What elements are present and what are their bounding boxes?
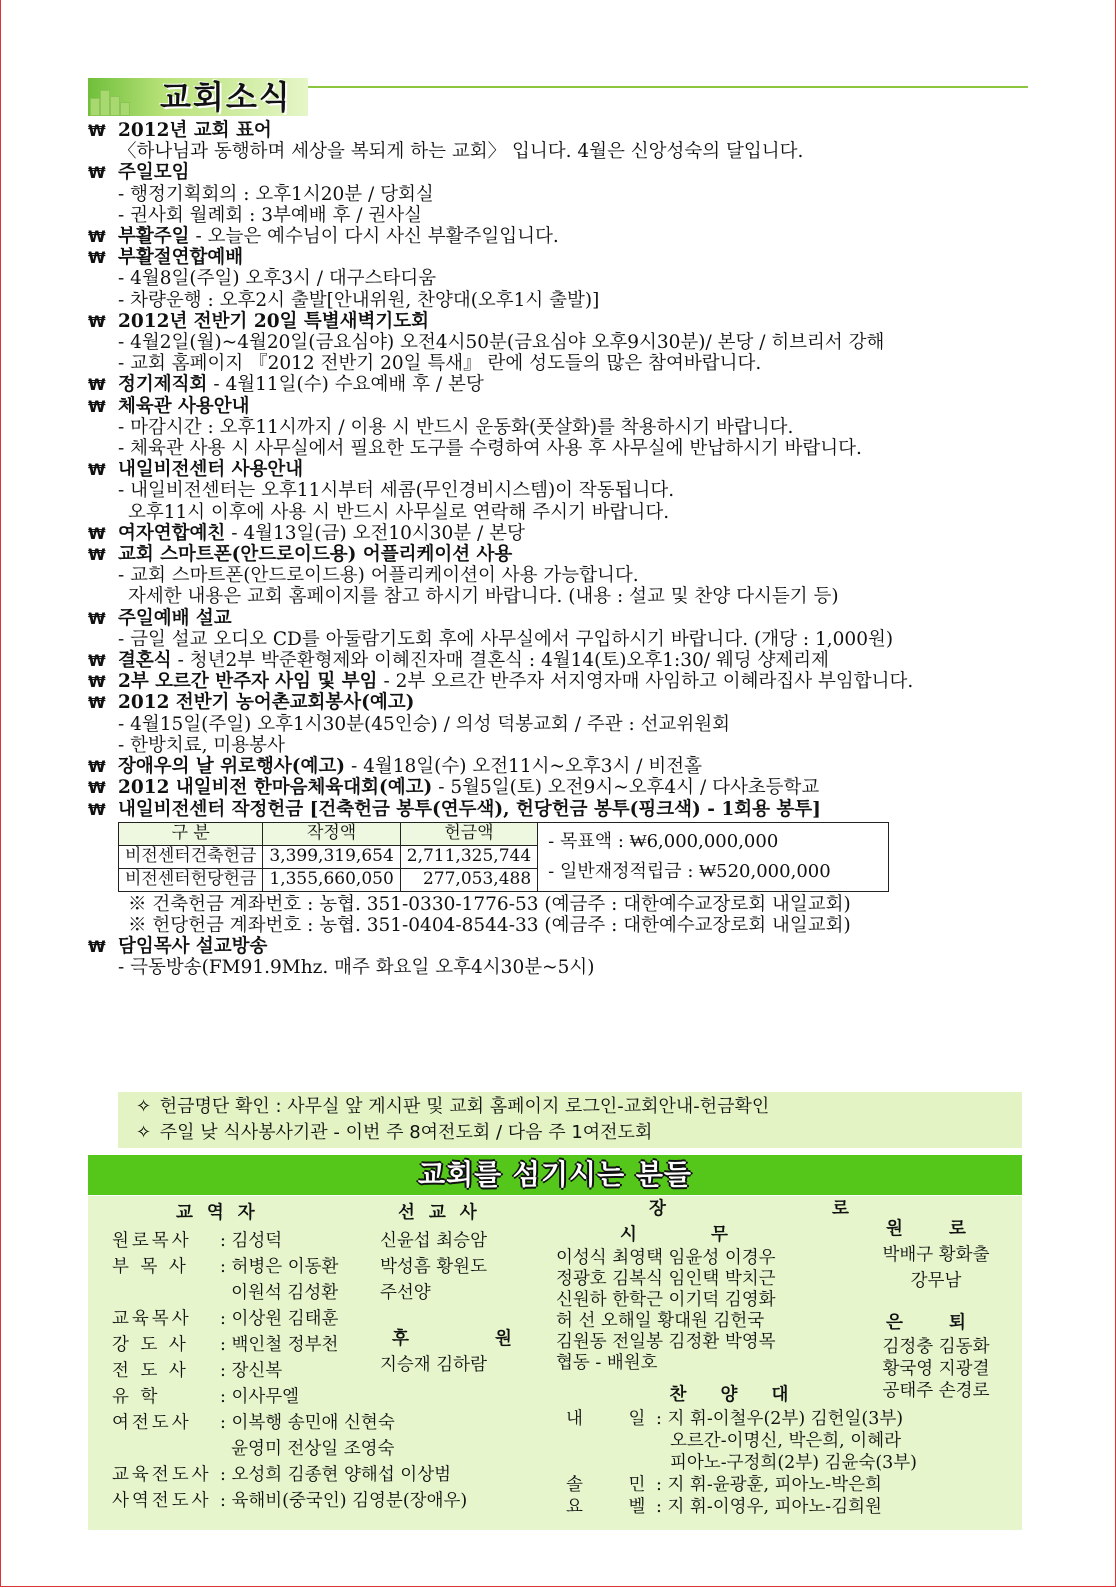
bullet-icon: ₩ bbox=[88, 227, 106, 247]
news-item-line: - 마감시간 : 오후11시까지 / 이용 시 반드시 운동화(풋살화)를 착용하시기 바랍니다. bbox=[118, 416, 794, 438]
bullet-icon: ₩ bbox=[88, 460, 106, 480]
minister-names: 오성희 김종현 양해섭 이상범 bbox=[231, 1465, 452, 1485]
active-line: 김원동 전일봉 김정환 박영목 bbox=[556, 1332, 776, 1352]
minister-names: 장신복 bbox=[231, 1361, 283, 1381]
news-item-title: 내일비전센터 사용안내 bbox=[118, 459, 304, 481]
news-item-head bbox=[88, 608, 1028, 629]
news-item-title: 주일모임 bbox=[118, 162, 190, 184]
colon: : bbox=[220, 1231, 232, 1251]
news-item-head bbox=[88, 936, 1028, 957]
news-item-title: 부활절연합예배 bbox=[118, 247, 244, 269]
minister-row bbox=[112, 1436, 467, 1462]
account-notes bbox=[88, 894, 1028, 936]
news-item-inline: - 4월11일(수) 수요예배 후 / 본당 bbox=[213, 374, 484, 396]
news-item bbox=[88, 396, 1028, 460]
bullet-icon: ₩ bbox=[88, 375, 106, 395]
bullet-icon: ₩ bbox=[88, 799, 106, 819]
active-line: 신원하 한학근 이기덕 김영화 bbox=[556, 1290, 776, 1310]
news-item-line: 자세한 내용은 교회 홈페이지를 참고 하시기 바랍니다. (내용 : 설교 및 찬양 다시듣기 등) bbox=[128, 586, 839, 608]
news-header bbox=[88, 70, 1028, 118]
offering-summary bbox=[538, 822, 889, 892]
minister-names: 육해비(중국인) 김영분(장애우) bbox=[231, 1491, 468, 1511]
news-item-line: 오후11시 이후에 사용 시 반드시 사무실로 연락해 주시기 바랍니다. bbox=[128, 501, 670, 523]
news-item bbox=[88, 120, 1028, 162]
minister-role: 유 학 bbox=[112, 1387, 161, 1407]
minister-row bbox=[112, 1410, 467, 1436]
news-item bbox=[88, 777, 1028, 798]
diamond-icon: ✧ bbox=[136, 1122, 152, 1143]
bullet-icon: ₩ bbox=[88, 121, 106, 140]
table-header: 헌금액 bbox=[400, 822, 537, 845]
ministers-title: 교역자 bbox=[176, 1203, 269, 1223]
minister-role: 교육목사 bbox=[112, 1309, 192, 1329]
minister-names: 백인철 정부천 bbox=[231, 1335, 339, 1355]
servers-title: 교회를 섬기시는 분들 bbox=[88, 1155, 1022, 1195]
news-item bbox=[88, 162, 1028, 226]
news-item-line: - 금일 설교 오디오 CD를 아둘람기도회 후에 사무실에서 구입하시기 바랍니다. (개당 : 1,000원) bbox=[118, 628, 894, 650]
news-item-title: 주일예배 설교 bbox=[118, 607, 232, 629]
account-note: ※ 건축헌금 계좌번호 : 농협. 351-0330-1776-53 (예금주 : 대한예수교장로회 내일교회) bbox=[128, 893, 851, 915]
active-line: 이성식 최영택 임윤성 이경우 bbox=[556, 1248, 776, 1268]
emeritus-title: 원 로 bbox=[886, 1219, 986, 1239]
bullet-icon: ₩ bbox=[88, 608, 106, 628]
choir-text: : 지 휘-이영우, 피아노-김희원 bbox=[656, 1497, 882, 1517]
minister-row bbox=[112, 1488, 467, 1514]
notice-line: ✧ 헌금명단 확인 : 사무실 앞 게시판 및 교회 홈페이지 로그인-교회안내-헌금확인 bbox=[136, 1094, 1022, 1120]
building-icon bbox=[90, 90, 146, 116]
section-title: 교회소식 bbox=[160, 78, 292, 116]
active-line: 정광호 김복식 임인택 박치근 bbox=[556, 1269, 776, 1289]
supporters-title: 후 원 bbox=[392, 1329, 552, 1349]
table-cell-given: 2,711,325,744 bbox=[400, 845, 537, 868]
minister-role: 여전도사 bbox=[112, 1413, 192, 1433]
table-cell-pledged: 3,399,319,654 bbox=[263, 845, 400, 868]
news-item-head bbox=[88, 799, 1028, 820]
minister-names: 윤영미 전상일 조영숙 bbox=[231, 1439, 395, 1459]
choir-title: 찬 양 대 bbox=[669, 1385, 803, 1405]
news-item-head bbox=[88, 120, 1028, 141]
news-item-line: - 교회 홈페이지 『2012 전반기 20일 특새』 란에 성도들의 많은 참여바랍니다. bbox=[118, 353, 762, 375]
account-note: ※ 헌당헌금 계좌번호 : 농협. 351-0404-8544-33 (예금주 : 대한예수교장로회 내일교회) bbox=[128, 914, 851, 936]
bullet-icon: ₩ bbox=[88, 163, 106, 183]
colon: : bbox=[220, 1309, 232, 1329]
news-item-head bbox=[88, 671, 1028, 692]
colon: : bbox=[220, 1257, 232, 1277]
news-item-head bbox=[88, 523, 1028, 544]
news-item bbox=[88, 650, 1028, 671]
news-item-head bbox=[88, 692, 1028, 713]
minister-role: 전 도 사 bbox=[112, 1361, 189, 1381]
choir-text: : 지 휘-이철우(2부) 김헌일(3부) bbox=[656, 1409, 904, 1429]
minister-role: 부 목 사 bbox=[112, 1257, 189, 1277]
missionary-line: 신윤섭 최승암 bbox=[380, 1231, 487, 1251]
choir-text: 오르간-이명신, 박은희, 이혜라 bbox=[670, 1431, 902, 1451]
news-item bbox=[88, 247, 1028, 311]
elders-title: 장 로 bbox=[649, 1199, 929, 1219]
news-item bbox=[88, 671, 1028, 692]
active-elders-title: 시 무 bbox=[620, 1225, 762, 1245]
servers-panel bbox=[88, 1196, 1022, 1530]
table-header-row bbox=[119, 822, 538, 845]
news-item-title: 내일비전센터 작정헌금 [건축헌금 봉투(연두색), 헌당헌금 봉투(핑크색) - 1회용 봉투] bbox=[118, 798, 821, 820]
news-item-inline: - 5월5일(토) 오전9시~오후4시 / 다사초등학교 bbox=[438, 777, 820, 799]
news-item-line: - 행정기획회의 : 오후1시20분 / 당회실 bbox=[118, 183, 434, 205]
choir-label: 요 벨 bbox=[566, 1497, 666, 1517]
minister-names: 이원석 김성환 bbox=[231, 1283, 339, 1303]
offering-table-wrap bbox=[118, 822, 1028, 892]
news-item-line: - 극동방송(FM91.9Mhz. 매주 화요일 오후4시30분~5시) bbox=[118, 957, 595, 979]
choir-row bbox=[566, 1474, 1006, 1496]
news-item-title: 2부 오르간 반주자 사임 및 부임 bbox=[118, 671, 378, 693]
news-item-line: - 체육관 사용 시 사무실에서 필요한 도구를 수령하여 사용 후 사무실에 반납하시기 바랍니다. bbox=[118, 438, 862, 460]
bullet-icon: ₩ bbox=[88, 693, 106, 713]
missionaries-column bbox=[380, 1200, 552, 1378]
choir-row bbox=[566, 1496, 1006, 1518]
news-item-title: 장애우의 날 위로행사(예고) bbox=[118, 756, 345, 778]
minister-names: 이사무엘 bbox=[231, 1387, 300, 1407]
news-item-inline: - 청년2부 박준환형제와 이혜진자매 결혼식 : 4월14(토)오후1:30/ 웨딩 샹제리제 bbox=[177, 650, 829, 672]
minister-role: 원로목사 bbox=[112, 1231, 192, 1251]
news-item bbox=[88, 459, 1028, 523]
elders-column bbox=[556, 1196, 1022, 1517]
news-item-inline: - 4월13일(금) 오전10시30분 / 본당 bbox=[231, 522, 525, 544]
minister-role: 사역전도사 bbox=[112, 1491, 212, 1511]
choir-row bbox=[566, 1408, 1006, 1430]
news-item-head bbox=[88, 650, 1028, 671]
bullet-icon: ₩ bbox=[88, 651, 106, 671]
active-line: 협동 - 배원호 bbox=[556, 1353, 658, 1373]
news-item-head bbox=[88, 459, 1028, 480]
bullet-icon: ₩ bbox=[88, 545, 106, 565]
missionary-line: 박성흠 황원도 bbox=[380, 1257, 487, 1277]
news-item-head bbox=[88, 162, 1028, 183]
minister-role: 교육전도사 bbox=[112, 1465, 212, 1485]
reserve-amount: - 일반재정적립금 : ₩520,000,000 bbox=[548, 860, 831, 882]
news-item bbox=[88, 226, 1028, 247]
news-item-title: 부활주일 bbox=[118, 226, 190, 248]
bullet-icon: ₩ bbox=[88, 672, 106, 692]
news-item bbox=[88, 544, 1028, 608]
minister-names: 김성덕 bbox=[231, 1231, 283, 1251]
colon: : bbox=[220, 1465, 232, 1485]
news-item-line: - 4월15일(주일) 오후1시30분(45인승) / 의성 덕봉교회 / 주관 : 선교위원회 bbox=[118, 713, 730, 735]
colon: : bbox=[220, 1413, 232, 1433]
notice-box bbox=[118, 1092, 1022, 1148]
minister-role: 강 도 사 bbox=[112, 1335, 189, 1355]
news-item-head bbox=[88, 396, 1028, 417]
news-item-title: 여자연합예친 bbox=[118, 522, 226, 544]
table-cell-name: 비전센터건축헌금 bbox=[119, 845, 263, 868]
news-list bbox=[88, 120, 1028, 979]
minister-row bbox=[112, 1462, 467, 1488]
choir-row bbox=[566, 1452, 1006, 1474]
news-item-line: - 차량운행 : 오후2시 출발[안내위원, 찬양대(오후1시 출발)] bbox=[118, 289, 600, 311]
news-item-line: - 4월8일(주일) 오후3시 / 대구스타디움 bbox=[118, 268, 437, 290]
choir-label: 내 일 bbox=[566, 1409, 666, 1429]
table-header: 구 분 bbox=[119, 822, 263, 845]
news-item-head bbox=[88, 374, 1028, 395]
bullet-icon: ₩ bbox=[88, 937, 106, 957]
news-item-head bbox=[88, 756, 1028, 777]
choir-text: 피아노-구정희(2부) 김윤숙(3부) bbox=[670, 1453, 918, 1473]
news-item bbox=[88, 311, 1028, 375]
news-item bbox=[88, 374, 1028, 395]
emeritus-line: 박배구 황화출 bbox=[882, 1245, 990, 1265]
bullet-icon: ₩ bbox=[88, 311, 106, 331]
emeritus-line: 강무남 bbox=[910, 1271, 962, 1291]
retired-line: 공태주 손경로 bbox=[882, 1381, 990, 1401]
news-item-title: 2012 내일비전 한마음체육대회(예고) bbox=[118, 777, 433, 799]
missionaries-title: 선교사 bbox=[398, 1203, 491, 1223]
news-item-title: 2012년 교회 표어 bbox=[118, 120, 272, 141]
news-item-line: - 내일비전센터는 오후11시부터 세콤(무인경비시스템)이 작동됩니다. bbox=[118, 480, 675, 502]
minister-row bbox=[112, 1384, 467, 1410]
news-item-head bbox=[88, 311, 1028, 332]
table-row bbox=[119, 868, 538, 891]
news-item-title: 체육관 사용안내 bbox=[118, 395, 250, 417]
bullet-icon: ₩ bbox=[88, 248, 106, 268]
bullet-icon: ₩ bbox=[88, 523, 106, 543]
target-amount: - 목표액 : ₩6,000,000,000 bbox=[548, 830, 779, 852]
minister-names: 이상원 김태훈 bbox=[231, 1309, 339, 1329]
news-item bbox=[88, 756, 1028, 777]
bullet-icon: ₩ bbox=[88, 396, 106, 416]
news-item bbox=[88, 936, 1028, 978]
news-item-title: 정기제직회 bbox=[118, 374, 208, 396]
news-item-title: 2012 전반기 농어촌교회봉사(예고) bbox=[118, 692, 415, 714]
diamond-icon: ✧ bbox=[136, 1096, 152, 1117]
retired-line: 황국영 지광결 bbox=[882, 1359, 990, 1379]
news-item-line: - 교회 스마트폰(안드로이드용) 어플리케이션이 사용 가능합니다. bbox=[118, 565, 639, 587]
news-item-line: 〈하나님과 동행하며 세상을 복되게 하는 교회〉 입니다. 4월은 신앙성숙의 달입니다. bbox=[118, 141, 804, 163]
table-cell-given: 277,053,488 bbox=[400, 868, 537, 891]
offering-table bbox=[118, 822, 538, 892]
news-item-line: - 한방치료, 미용봉사 bbox=[118, 734, 285, 756]
minister-names: 이복행 송민애 신현숙 bbox=[231, 1413, 395, 1433]
news-item-inline: - 2부 오르간 반주자 서지영자매 사임하고 이혜라집사 부임합니다. bbox=[383, 671, 914, 693]
retired-title: 은 퇴 bbox=[886, 1313, 986, 1333]
table-header: 작정액 bbox=[263, 822, 400, 845]
table-row bbox=[119, 845, 538, 868]
news-item-title: 교회 스마트폰(안드로이드용) 어플리케이션 사용 bbox=[118, 544, 513, 566]
news-item-head bbox=[88, 777, 1028, 798]
colon: : bbox=[220, 1361, 232, 1381]
bullet-icon: ₩ bbox=[88, 778, 106, 798]
news-item-line: - 4월2일(월)~4월20일(금요심야) 오전4시50분(금요심야 오후9시30분)/ 본당 / 히브리서 강해 bbox=[118, 332, 885, 354]
choir-text: : 지 휘-윤광훈, 피아노-박은희 bbox=[656, 1475, 882, 1495]
colon: : bbox=[220, 1491, 232, 1511]
news-item-title: 담임목사 설교방송 bbox=[118, 936, 268, 958]
news-item-inline: - 4월18일(수) 오전11시~오후3시 / 비전홀 bbox=[350, 756, 703, 778]
colon: : bbox=[220, 1387, 232, 1407]
header-rule bbox=[308, 86, 1028, 88]
missionary-line: 주선양 bbox=[380, 1283, 431, 1303]
colon bbox=[220, 1283, 231, 1303]
table-cell-name: 비전센터헌당헌금 bbox=[119, 868, 263, 891]
retired-line: 김정충 김동화 bbox=[882, 1337, 990, 1357]
news-item-title: 결혼식 bbox=[118, 650, 172, 672]
table-cell-pledged: 1,355,660,050 bbox=[263, 868, 400, 891]
news-item-line: - 권사회 월례회 : 3부예배 후 / 권사실 bbox=[118, 204, 422, 226]
active-line: 허 선 오해일 황대원 김헌국 bbox=[556, 1311, 765, 1331]
colon bbox=[220, 1439, 231, 1459]
news-item-head bbox=[88, 226, 1028, 247]
news-item-head bbox=[88, 544, 1028, 565]
bullet-icon: ₩ bbox=[88, 757, 106, 777]
news-item bbox=[88, 608, 1028, 650]
news-item-title: 2012년 전반기 20일 특별새벽기도회 bbox=[118, 310, 430, 332]
news-item bbox=[88, 799, 1028, 820]
choir-row bbox=[566, 1430, 1006, 1452]
notice-line: ✧ 주일 낮 식사봉사기관 - 이번 주 8여전도회 / 다음 주 1여전도회 bbox=[136, 1120, 1022, 1146]
news-item bbox=[88, 523, 1028, 544]
news-item-head bbox=[88, 247, 1028, 268]
supporters-line: 지승재 김하람 bbox=[380, 1355, 487, 1375]
news-item-inline: - 오늘은 예수님이 다시 사신 부활주일입니다. bbox=[195, 226, 559, 248]
news-item bbox=[88, 692, 1028, 756]
choir-label: 솔 민 bbox=[566, 1475, 666, 1495]
colon: : bbox=[220, 1335, 232, 1355]
minister-names: 허병은 이동환 bbox=[231, 1257, 339, 1277]
